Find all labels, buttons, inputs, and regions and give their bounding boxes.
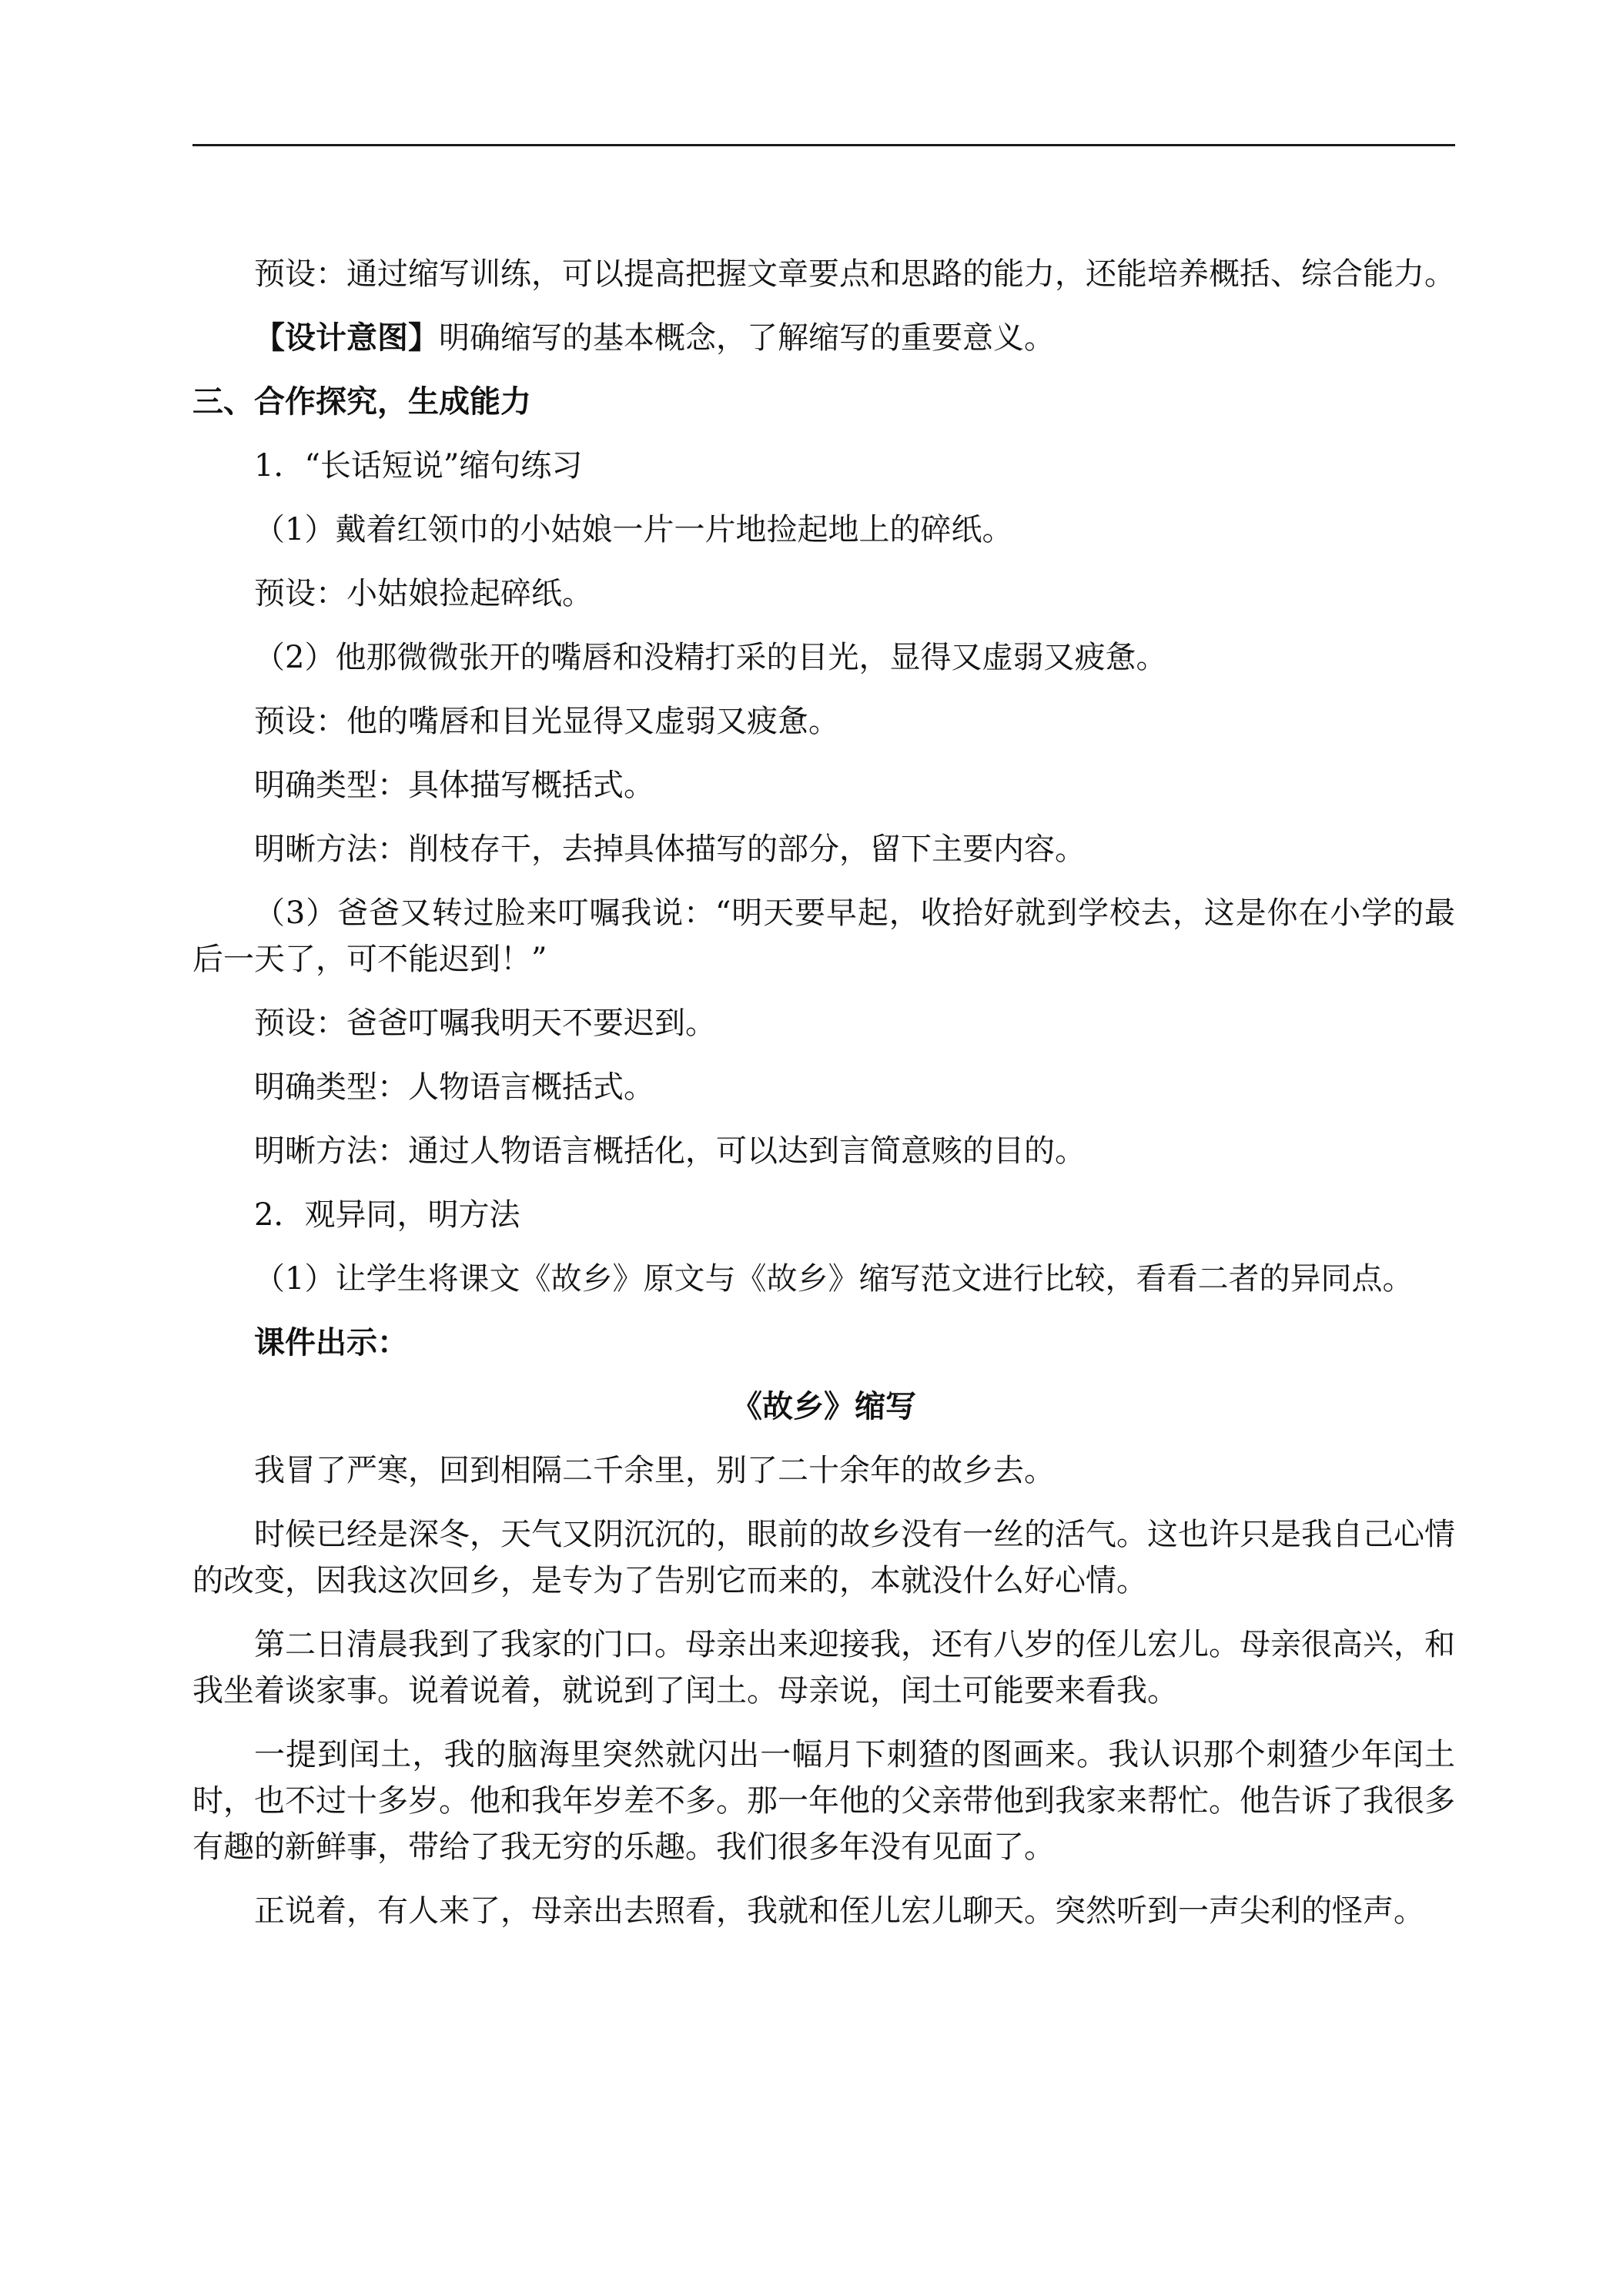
question-1: （1）戴着红领巾的小姑娘一片一片地捡起地上的碎纸。: [254, 512, 1013, 547]
list-item-1: 1．“长话短说”缩句练习: [254, 448, 583, 484]
excerpt-paragraph-5: 正说着，有人来了，母亲出去照看，我就和侄儿宏儿聊天。突然听到一声尖利的怪声。: [254, 1893, 1424, 1929]
excerpt-paragraph-1: 我冒了严寒，回到相隔二千余里，别了二十余年的故乡去。: [254, 1453, 1055, 1488]
paragraph-design-intent: [192, 315, 1455, 361]
section-heading: 三、合作探究，生成能力: [192, 384, 531, 420]
method-note-1: 明晰方法：削枝存干，去掉具体描写的部分，留下主要内容。: [254, 832, 1086, 867]
answer-3: 预设：爸爸叮嘱我明天不要迟到。: [254, 1006, 716, 1041]
question-3: （3）爸爸又转过脸来叮嘱我说：“明天要早起，收拾好就到学校去，这是你在小学的最后一天了，可不能迟到！”: [192, 895, 1455, 977]
type-note-2: 明确类型：人物语言概括式。: [254, 1069, 654, 1105]
document-body: [192, 251, 1455, 1952]
list-item-2: 2．观异同，明方法: [254, 1197, 520, 1233]
header-rule: [192, 144, 1455, 146]
excerpt-paragraph-2: 时候已经是深冬，天气又阴沉沉的，眼前的故乡没有一丝的活气。这也许只是我自己心情的改变，因我这次回乡，是专为了告别它而来的，本就没什么好心情。: [192, 1517, 1455, 1598]
type-note-1: 明确类型：具体描写概括式。: [254, 768, 654, 803]
paragraph-preset-intro: 预设：通过缩写训练，可以提高把握文章要点和思路的能力，还能培养概括、综合能力。: [254, 256, 1455, 292]
question-2: （2）他那微微张开的嘴唇和没精打采的目光，显得又虚弱又疲惫。: [254, 640, 1167, 675]
design-intent-tag: 【设计意图】: [254, 320, 439, 356]
answer-1: 预设：小姑娘捡起碎纸。: [254, 576, 593, 611]
courseware-label: 课件出示：: [254, 1325, 408, 1361]
excerpt-paragraph-3: 第二日清晨我到了我家的门口。母亲出来迎接我，还有八岁的侄儿宏儿。母亲很高兴，和我坐着谈家事。说着说着，就说到了闰土。母亲说，闰土可能要来看我。: [192, 1627, 1455, 1709]
step-1: （1）让学生将课文《故乡》原文与《故乡》缩写范文进行比较，看看二者的异同点。: [254, 1261, 1414, 1297]
method-note-2: 明晰方法：通过人物语言概括化，可以达到言简意赅的目的。: [254, 1133, 1086, 1169]
excerpt-paragraph-4: 一提到闰土，我的脑海里突然就闪出一幅月下刺猹的图画来。我认识那个刺猹少年闰土时，也不过十多岁。他和我年岁差不多。那一年他的父亲带他到我家来帮忙。他告诉了我很多有趣的新鲜事，带给了我无穷的乐趣。我们很多年没有见面了。: [192, 1737, 1455, 1865]
design-intent-text: 明确缩写的基本概念，了解缩写的重要意义。: [439, 320, 1055, 356]
excerpt-title: 《故乡》缩写: [731, 1389, 916, 1424]
answer-2: 预设：他的嘴唇和目光显得又虚弱又疲惫。: [254, 704, 839, 739]
